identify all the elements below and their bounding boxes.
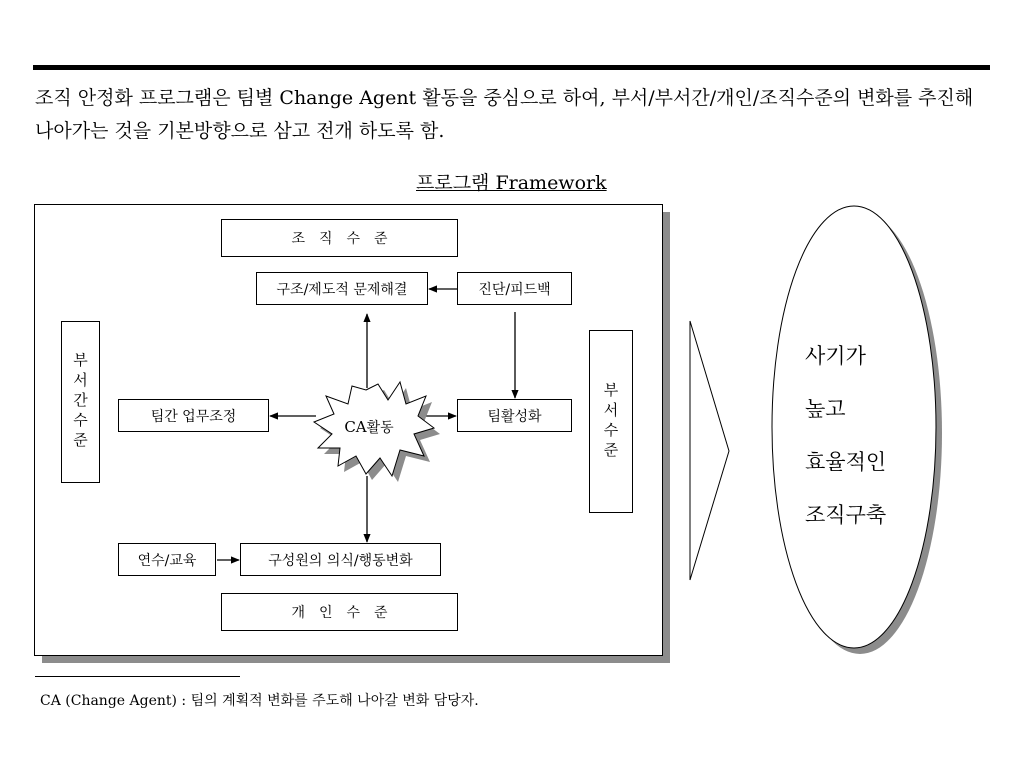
result-line: 사기가 <box>805 344 866 368</box>
ca-activity-label <box>327 417 411 437</box>
training-education-box: 연수/교육 <box>118 543 216 576</box>
ca-label-prefix: CA <box>344 418 367 436</box>
result-text <box>805 330 886 542</box>
individual-level-box: 개인수준 <box>221 593 458 631</box>
dept-level-box: 부서수준 <box>589 330 633 513</box>
team-activation-box: 팀활성화 <box>457 399 572 432</box>
inter-dept-level-box: 부서간수준 <box>61 321 100 483</box>
org-level-box: 조직수준 <box>221 219 458 257</box>
diagnosis-feedback-box: 진단/피드백 <box>457 272 572 305</box>
structure-problem-box: 구조/제도적 문제해결 <box>256 272 428 305</box>
team-coordination-box: 팀간 업무조정 <box>118 399 269 432</box>
intro-paragraph: 조직 안정화 프로그램은 팀별 Change Agent 활동을 중심으로 하여, 부서/부서간/개인/조직수준의 변화를 추진해 나아가는 것을 기본방향으로 삼고 전개 하도록 함. <box>35 87 974 142</box>
member-change-box: 구성원의 의식/행동변화 <box>240 543 441 576</box>
result-line: 높고 <box>805 397 846 421</box>
result-arrow-icon <box>690 321 729 580</box>
result-line: 조직구축 <box>805 503 887 527</box>
ca-label-suffix: 활동 <box>366 420 394 436</box>
result-line: 효율적인 <box>805 450 887 474</box>
framework-title: 프로그램 Framework <box>416 172 607 194</box>
footnote-rule <box>35 676 240 677</box>
footnote: CA (Change Agent) : 팀의 계획적 변화를 주도해 나아갈 변화 담당자. <box>40 693 479 709</box>
